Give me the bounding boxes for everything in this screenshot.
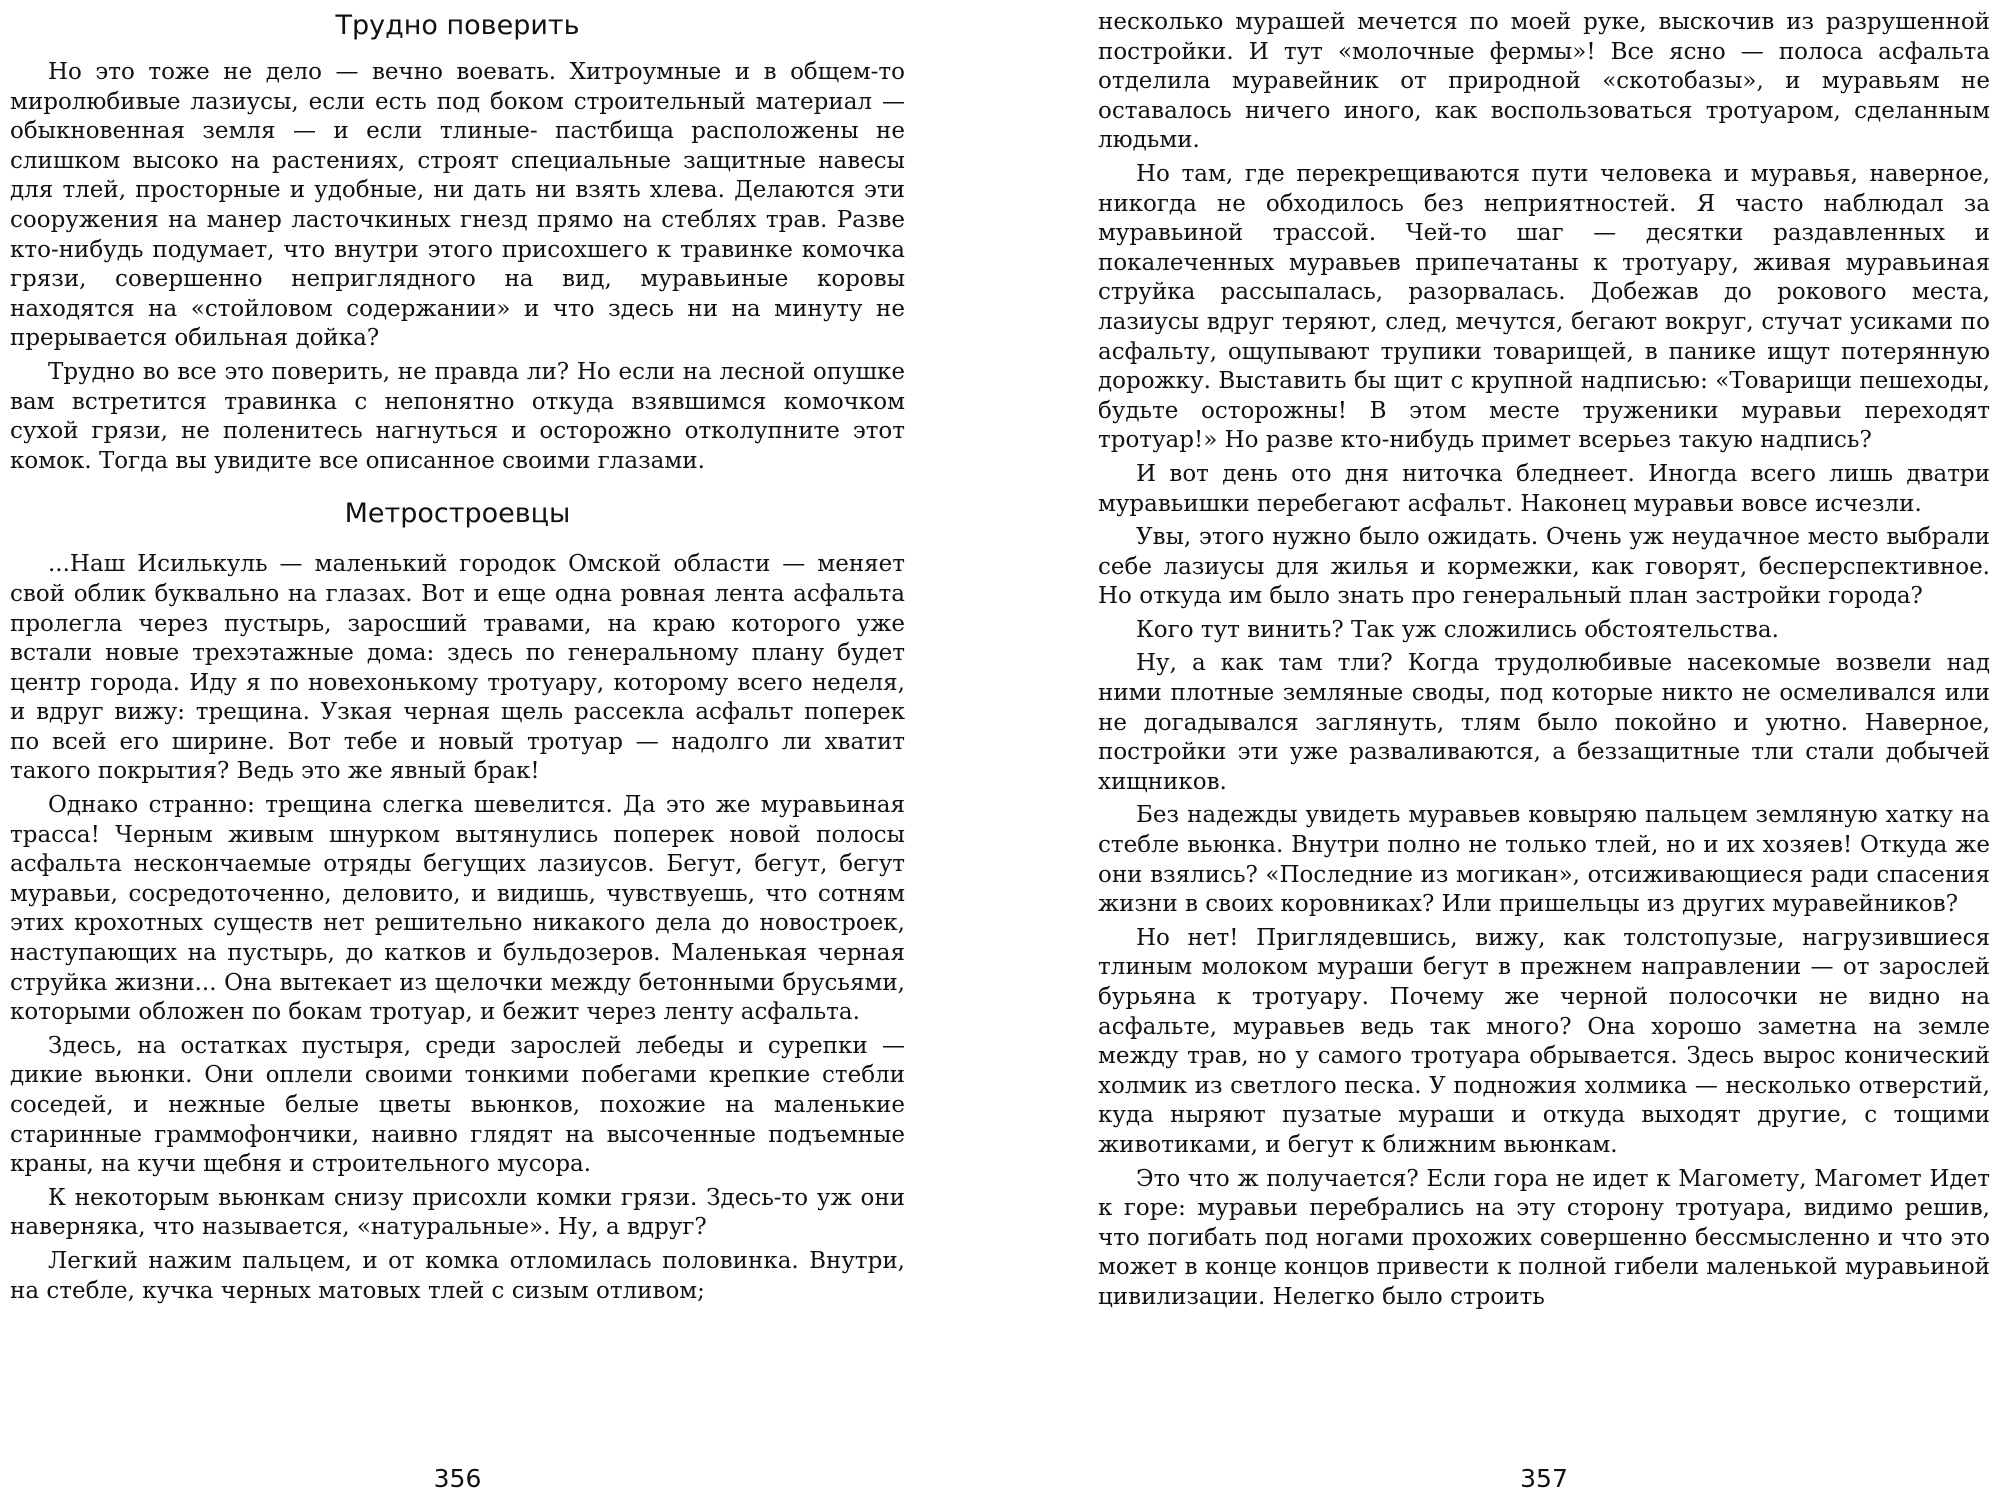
paragraph: Увы, этого нужно было ожидать. Очень уж неудачное место выбрали себе лазиусы для жилья и кормежки, как говорят, бесперспективное. Но откуда им было знать про генеральный план застройки города? xyxy=(1098,524,1990,610)
paragraph: К некоторым вьюнкам снизу присохли комки грязи. Здесь-то уж они наверняка, что называется, «натуральные». Ну, а вдруг? xyxy=(10,1184,905,1241)
paragraph: Но это тоже не дело — вечно воевать. Хитроумные и в общем-то миролюбивые лазиусы, если есть под боком строительный материал — обыкновенная земля — и если тлиные- пастбища расположены не слишком высоко на растениях, строят специальные защитные навесы для тлей, просторные и удобные, ни дать ни взять хлева. Делаются эти сооружения на манер ласточкиных гнезд прямо на стеблях трав. Разве кто-нибудь подумает, что внутри этого присохшего к травинке комочка грязи, совершенно неприглядного на вид, муравьиные коровы находятся на «стойловом содержании» и что здесь ни на минуту не прерывается обильная дойка? xyxy=(10,59,905,352)
paragraph: Здесь, на остатках пустыря, среди зарослей лебеды и сурепки — дикие вьюнки. Они оплели своими тонкими побегами крепкие стебли соседей, и нежные белые цветы вьюнков, похожие на маленькие старинные граммофончики, наивно глядят на высоченные подъемные краны, на кучи щебня и строительного мусора. xyxy=(10,1032,905,1178)
paragraph: Ну, а как там тли? Когда трудолюбивые насекомые возвели над ними плотные земляные своды, под которые никто не осмеливался или не догадывался заглянуть, тлям было покойно и уютно. Наверное, постройки эти уже разваливаются, а беззащитные тли стали добычей хищников. xyxy=(1098,650,1990,795)
paragraph: Но нет! Приглядевшись, вижу, как толстопузые, нагрузившиеся тлиным молоком мураши бегут в прежнем направлении — от зарослей бурьяна к тротуару. Почему же черной полосочки не видно на асфальте, муравьев ведь так много? Она хорошо заметна на земле между трав, но у самого тротуара обрывается. Здесь вырос конический холмик из светлого песка. У подножия холмика — несколько отверстий, куда ныряют пузатые мураши и откуда выходят другие, с тощими животиками, и бегут к ближним вьюнкам. xyxy=(1098,924,1990,1158)
section-title-trudno-poverit: Трудно поверить xyxy=(335,10,580,41)
paragraph: Это что ж получается? Если гора не идет к Магомету, Магомет Идет к горе: муравьи перебрались на эту сторону тротуара, видимо решив, что погибать под ногами прохожих совершенно бессмысленно и что это может в конце концов привести к полной гибели маленькой муравьиной цивилизации. Нелегко было строить xyxy=(1098,1165,1990,1310)
left-page xyxy=(10,0,905,1509)
section-title-metrostroevtsy: Метростроевцы xyxy=(344,498,571,530)
right-page xyxy=(1098,0,1990,1509)
paragraph: Однако странно: трещина слегка шевелится. Да это же муравьиная трасса! Черным живым шнурком вытянулись поперек новой полосы асфальта нескончаемые отряды бегущих лазиусов. Бегут, бегут, бегут муравьи, сосредоточенно, деловито, и видишь, чувствуешь, что сотням этих крохотных существ нет решительно никакого дела до новостроек, наступающих на пустырь, до катков и бульдозеров. Маленькая черная струйка жизни... Она вытекает из щелочки между бетонными брусьями, которыми обложен по бокам тротуар, и бежит через ленту асфальта. xyxy=(10,792,905,1026)
paragraph: Но там, где перекрещиваются пути человека и муравья, наверное, никогда не обходилось без неприятностей. Я часто наблюдал за муравьиной трассой. Чей-то шаг — десятки раздавленных и покалеченных муравьев припечатаны к тротуару, живая муравьиная струйка рассыпалась, разорвалась. Добежав до рокового места, лазиусы вдруг теряют, след, мечутся, бегают вокруг, стучат усиками по асфальту, ощупывают трупики товарищей, в панике ищут потерянную дорожку. Выставить бы щит с крупной надписью: «Товарищи пешеходы, будьте осторожны! В этом месте труженики муравьи переходят тротуар!» Но разве кто-нибудь примет всерьез такую надпись? xyxy=(1098,160,1990,454)
paragraph: Легкий нажим пальцем, и от комка отломилась половинка. Внутри, на стебле, кучка черных матовых тлей с сизым отливом; xyxy=(10,1247,905,1304)
paragraph: ...Наш Исилькуль — маленький городок Омской области — меняет свой облик буквально на глазах. Вот и еще одна ровная лента асфальта пролегла через пустырь, заросший травами, на краю которого уже встали новые трехэтажные дома: здесь по генеральному плану будет центр города. Иду я по новехонькому тротуару, которому всего неделя, и вдруг вижу: трещина. Узкая черная щель рассекла асфальт поперек по всей его ширине. Вот тебе и новый тротуар — надолго ли хватит такого покрытия? Ведь это же явный брак! xyxy=(10,551,905,785)
paragraph: И вот день ото дня ниточка бледнеет. Иногда всего лишь дватри муравьишки перебегают асфальт. Наконец муравьи вовсе исчезли. xyxy=(1098,460,1990,517)
paragraph: несколько мурашей мечется по моей руке, выскочив из разрушенной постройки. И тут «молочные фермы»! Все ясно — полоса асфальта отделила муравейник от природной «скотобазы», и муравьям не оставалось ничего иного, как воспользоваться тротуаром, сделанным людьми. xyxy=(1098,9,1990,154)
paragraph: Без надежды увидеть муравьев ковыряю пальцем земляную хатку на стебле вьюнка. Внутри полно не только тлей, но и их хозяев! Откуда же они взялись? «Последние из могикан», отсиживающиеся ради спасения жизни в своих коровниках? Или пришельцы из других муравейников? xyxy=(1098,802,1990,918)
paragraph: Кого тут винить? Так уж сложились обстоятельства. xyxy=(1136,616,1779,643)
page-number-right: 357 xyxy=(1520,1464,1568,1493)
page-number-left: 356 xyxy=(433,1464,482,1493)
paragraph: Трудно во все это поверить, не правда ли? Но если на лесной опушке вам встретится травинка с непонятно откуда взявшимся комочком сухой грязи, не поленитесь нагнуться и осторожно отколупните этот комок. Тогда вы увидите все описанное своими глазами. xyxy=(10,358,905,474)
